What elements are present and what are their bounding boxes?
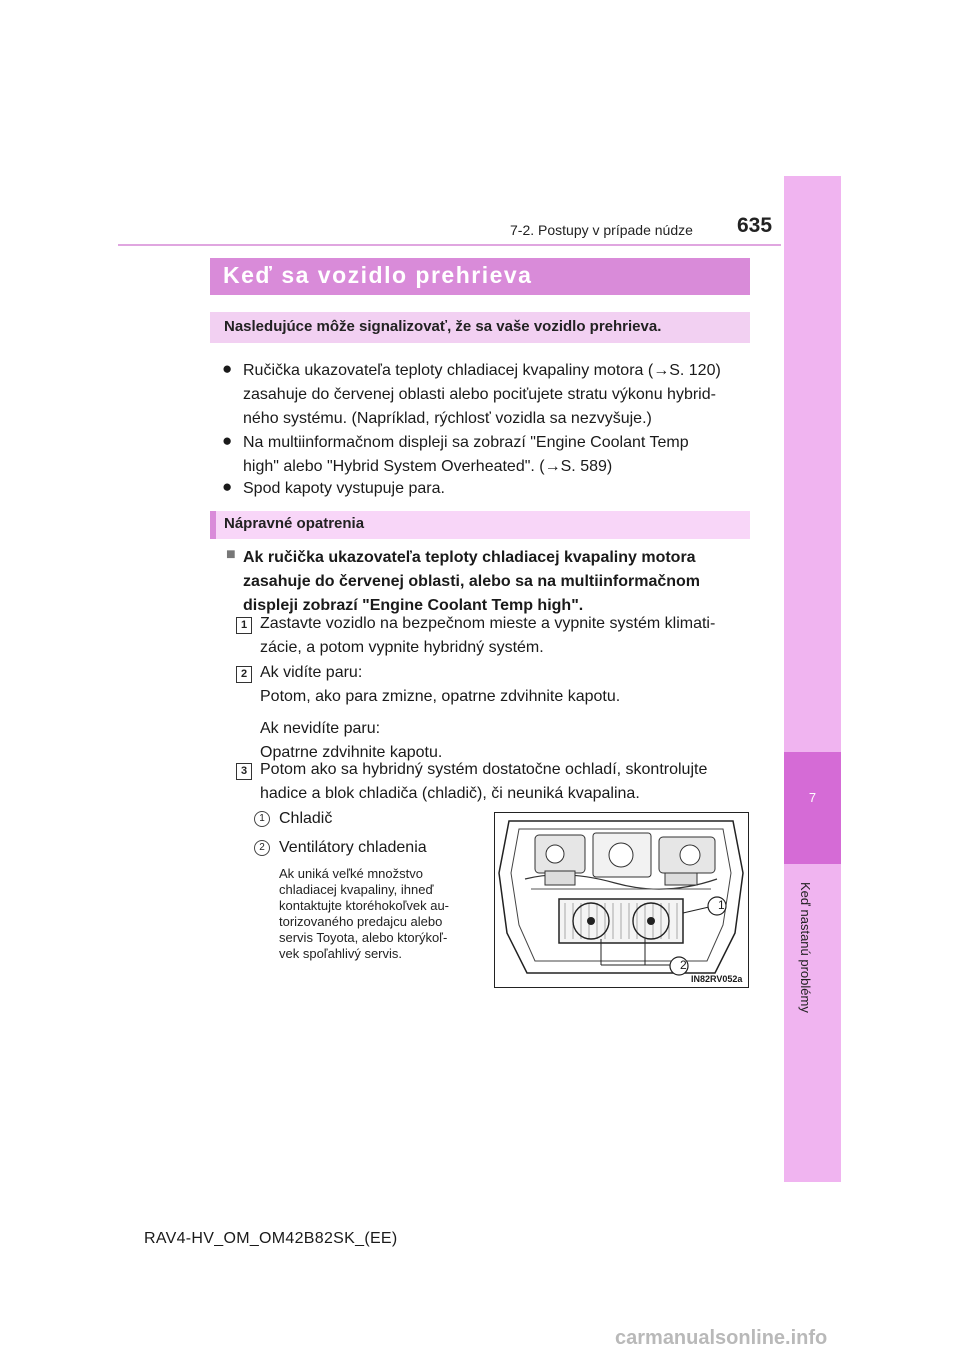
- step-text: [260, 758, 748, 806]
- bullet-item: [243, 431, 748, 479]
- condition-line: zasahuje do červenej oblasti, alebo sa na multiinformačnom: [243, 573, 701, 590]
- step-text: [260, 612, 748, 660]
- page-title: Keď sa vozidlo prehrieva: [223, 262, 533, 288]
- engine-bay-illustration: [494, 812, 749, 988]
- step-line: Opatrne zdvihnite kapotu.: [260, 744, 443, 761]
- condition-line: displeji zobrazí "Engine Coolant Temp high".: [243, 597, 584, 614]
- bullet-icon: ●: [222, 477, 233, 496]
- header-divider: [118, 244, 781, 246]
- chapter-tab-strip: [784, 176, 841, 1182]
- bullet-line: ného systému. (Napríklad, rýchlosť vozidla sa nezvyšuje.): [243, 410, 652, 427]
- condition-heading: [243, 546, 748, 618]
- subtitle: Nasledujúce môže signalizovať, že sa vaše vozidlo prehrieva.: [224, 318, 662, 335]
- step-line: Ak vidíte paru:: [260, 664, 363, 681]
- figure-callout: 2: [680, 958, 687, 972]
- part-label: Chladič: [279, 810, 333, 827]
- step-number-badge: 3: [236, 763, 252, 780]
- note-line: servis Toyota, alebo ktorýkoľ-: [279, 930, 448, 945]
- section-heading: Nápravné opatrenia: [224, 515, 365, 532]
- bullet-icon: ●: [222, 359, 233, 378]
- section-heading-band: [210, 511, 750, 539]
- note-line: vek spoľahlivý servis.: [279, 946, 402, 961]
- note-line: torizovaného predajcu alebo: [279, 914, 443, 929]
- page-title-band: [210, 258, 750, 295]
- chapter-tab-active: [784, 752, 841, 864]
- figure-code: IN82RV052a: [691, 974, 743, 984]
- step-line: Ak nevidíte paru:: [260, 720, 381, 737]
- bullet-item: [243, 477, 748, 501]
- section-title: 7-2. Postupy v prípade núdze: [510, 222, 693, 238]
- bullet-line: high" alebo "Hybrid System Overheated". (→S. 589): [243, 458, 613, 475]
- step-number-badge: 1: [236, 617, 252, 634]
- note-line: chladiacej kvapaliny, ihneď: [279, 882, 434, 897]
- step-line: hadice a blok chladiča (chladič), či neuniká kvapalina.: [260, 785, 640, 802]
- step-line: Potom ako sa hybridný systém dostatočne ochladí, skontrolujte: [260, 761, 708, 778]
- step-line: Potom, ako para zmizne, opatrne zdvihnite kapotu.: [260, 688, 621, 705]
- engine-bay-drawing: [495, 813, 747, 986]
- chapter-label: Keď nastanú problémy: [798, 882, 813, 1013]
- part-label: Ventilátory chladenia: [279, 839, 427, 856]
- note-line: kontaktujte ktoréhokoľvek au-: [279, 898, 449, 913]
- step-line: zácie, a potom vypnite hybridný systém.: [260, 639, 544, 656]
- square-bullet-icon: ■: [226, 546, 236, 563]
- bullet-line: Na multiinformačnom displeji sa zobrazí "Engine Coolant Temp: [243, 434, 689, 451]
- bullet-icon: ●: [222, 431, 233, 450]
- page-number: 635: [737, 214, 773, 237]
- bullet-item: [243, 359, 748, 431]
- warning-note: [279, 866, 463, 962]
- document-footer: RAV4-HV_OM_OM42B82SK_(EE): [144, 1230, 398, 1247]
- part-number-badge: 1: [254, 811, 270, 827]
- step-number-badge: 2: [236, 666, 252, 683]
- part-number-badge: 2: [254, 840, 270, 856]
- condition-line: Ak ručička ukazovateľa teploty chladiacej kvapaliny motora: [243, 549, 696, 566]
- bullet-line: zasahuje do červenej oblasti alebo pociťujete stratu výkonu hybrid-: [243, 386, 716, 403]
- chapter-number: 7: [808, 790, 817, 805]
- figure-callout: 1: [718, 898, 725, 912]
- watermark: carmanualsonline.info: [615, 1327, 828, 1349]
- step-line: Zastavte vozidlo na bezpečnom mieste a vypnite systém klimati-: [260, 615, 716, 632]
- note-line: Ak uniká veľké množstvo: [279, 866, 423, 881]
- bullet-line: Ručička ukazovateľa teploty chladiacej kvapaliny motora (→S. 120): [243, 362, 721, 379]
- subtitle-band: [210, 312, 750, 343]
- bullet-line: Spod kapoty vystupuje para.: [243, 480, 445, 497]
- step-text: [260, 661, 748, 765]
